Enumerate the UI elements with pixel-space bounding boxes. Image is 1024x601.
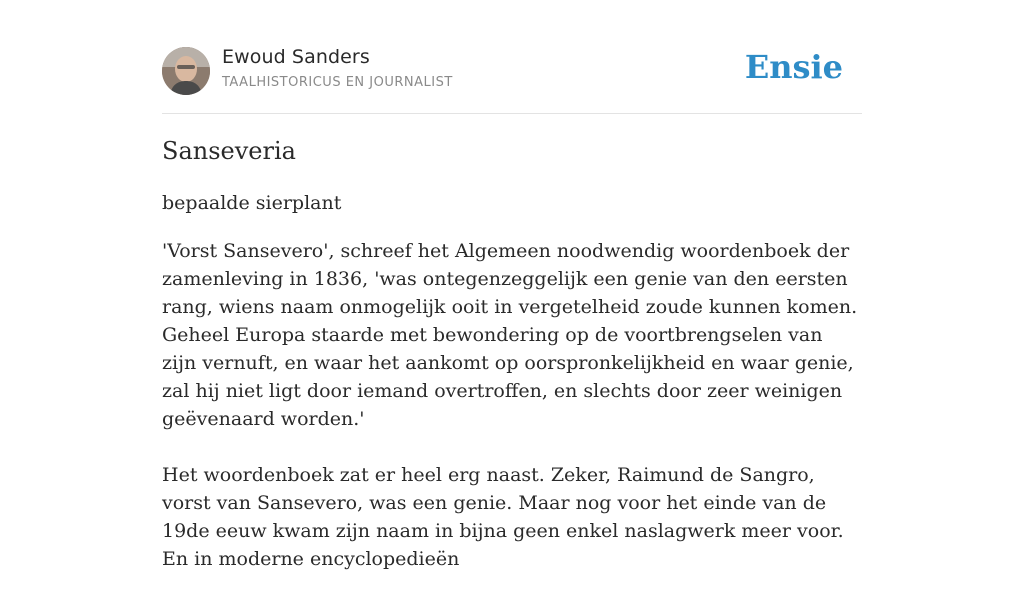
article-subtitle: bepaalde sierplant xyxy=(162,192,342,214)
article-body xyxy=(162,237,862,601)
author-name[interactable]: Ewoud Sanders xyxy=(222,46,370,68)
author-avatar[interactable] xyxy=(162,47,210,95)
page-container xyxy=(162,0,862,570)
author-role: TAALHISTORICUS EN JOURNALIST xyxy=(222,75,453,90)
person-avatar-icon xyxy=(162,47,210,95)
body-paragraph: 'Vorst Sansevero', schreef het Algemeen noodwendig woordenboek der zamenleving in 1836, 'was ontegenzeggelijk een genie van den eersten rang, wiens naam onmogelijk ooit in vergetelheid zoude kunnen komen. Geheel Europa staarde met bewondering op de voortbrengselen van zijn vernuft, en waar het aankomt op oorspronkelijkheid en waar genie, zal hij niet ligt door iemand overtroffen, en slechts door zeer weinigen geëvenaard worden.' xyxy=(162,240,858,430)
article-header xyxy=(162,0,862,114)
body-paragraph: Het woordenboek zat er heel erg naast. Zeker, Raimund de Sangro, vorst van Sansevero, was een genie. Maar nog voor het einde van de 19de eeuw kwam zijn naam in bijna geen enkel naslagwerk meer voor. En in moderne encyclopedieën xyxy=(162,464,844,570)
article-title: Sanseveria xyxy=(162,137,296,165)
brand-logo-link[interactable]: Ensie xyxy=(744,48,843,86)
